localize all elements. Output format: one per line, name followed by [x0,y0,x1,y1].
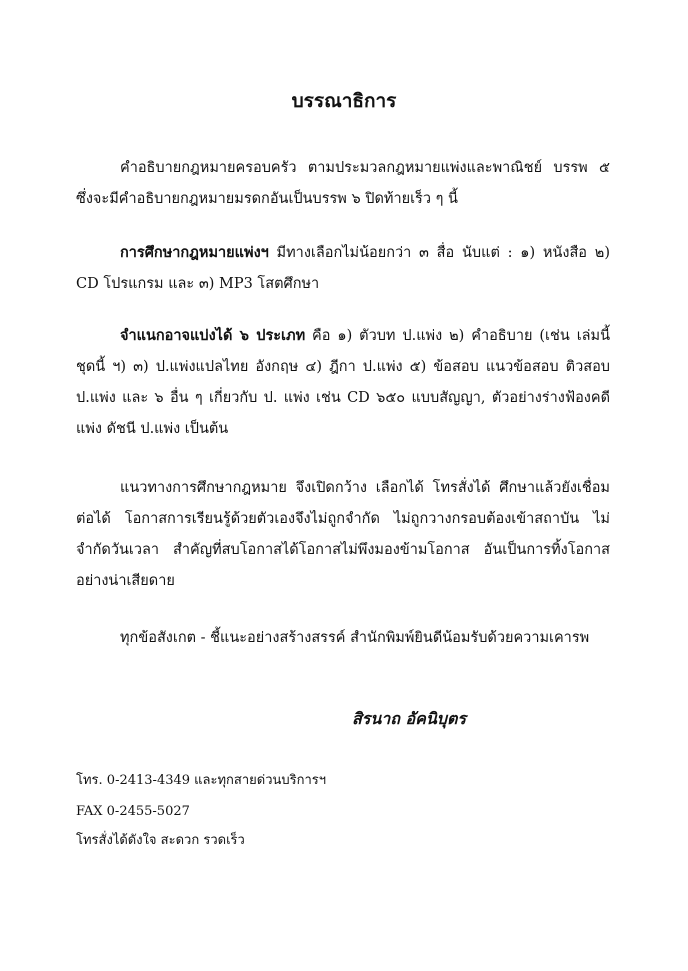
paragraph-feedback [76,622,610,654]
paragraph-media-options-lead: การศึกษากฎหมายแพ่งฯ [120,244,269,261]
paragraph-intro [76,152,610,215]
paragraph-study-approach-text: แนวทางการศึกษากฎหมาย จึงเปิดกว้าง เลือกได้ โทรสั่งได้ ศึกษาแล้วยังเชื่อมต่อได้ โอกาสการเรียนรู้ด้วยตัวเองจึงไม่ถูกจำกัด ไม่ถูกวางกรอบต้องเข้าสถาบัน ไม่จำกัดวันเวลา สำคัญที่สบโอกาสได้โอกาสไม่พึงมองข้ามโอกาส อันเป็นการทิ้งโอกาสอย่างน่าเสียดาย [76,480,610,589]
paragraph-categories [76,320,610,445]
paragraph-study-approach [76,472,610,597]
paragraph-categories-lead: จำแนกอาจแบ่งได้ ๖ ประเภท [120,327,306,344]
contact-fax: FAX 0-2455-5027 [76,804,190,819]
paragraph-media-options-text: มีทางเลือกไม่น้อยกว่า ๓ สื่อ นับแต่ : ๑) หนังสือ ๒) CD โปรแกรม และ ๓) MP3 โสตศึกษา [76,245,610,292]
paragraph-intro-text: คำอธิบายกฎหมายครอบครัว ตามประมวลกฎหมายแพ่งและพาณิชย์ บรรพ ๕ ซึ่งจะมีคำอธิบายกฎหมายมรดกอันเป็นบรรพ ๖ ปิดท้ายเร็ว ๆ นี้ [76,160,610,207]
editor-signature: สิรนาถ อัคนิบุตร [352,709,466,728]
paragraph-media-options [76,237,610,300]
contact-order-note: โทรสั่งได้ดังใจ สะดวก รวดเร็ว [76,833,245,848]
paragraph-categories-text: คือ ๑) ตัวบท ป.แพ่ง ๒) คำอธิบาย (เช่น เล่มนี้ ชุดนี้ ฯ) ๓) ป.แพ่งแปลไทย อังกฤษ ๔) ฎีกา ป.แพ่ง ๕) ข้อสอบ แนวข้อสอบ ติวสอบ ป.แพ่ง และ ๖ อื่น ๆ เกี่ยวกับ ป. แพ่ง เช่น CD ๖๕๐ แบบสัญญา, ตัวอย่างร่างฟ้องคดีแพ่ง ดัชนี ป.แพ่ง เป็นต้น [76,328,610,437]
page-title: บรรณาธิการ [291,90,397,112]
contact-phone: โทร. 0-2413-4349 และทุกสายด่วนบริการฯ [76,773,327,788]
paragraph-feedback-text: ทุกข้อสังเกต - ชี้แนะอย่างสร้างสรรค์ สำนักพิมพ์ยินดีน้อมรับด้วยความเคารพ [120,630,590,646]
